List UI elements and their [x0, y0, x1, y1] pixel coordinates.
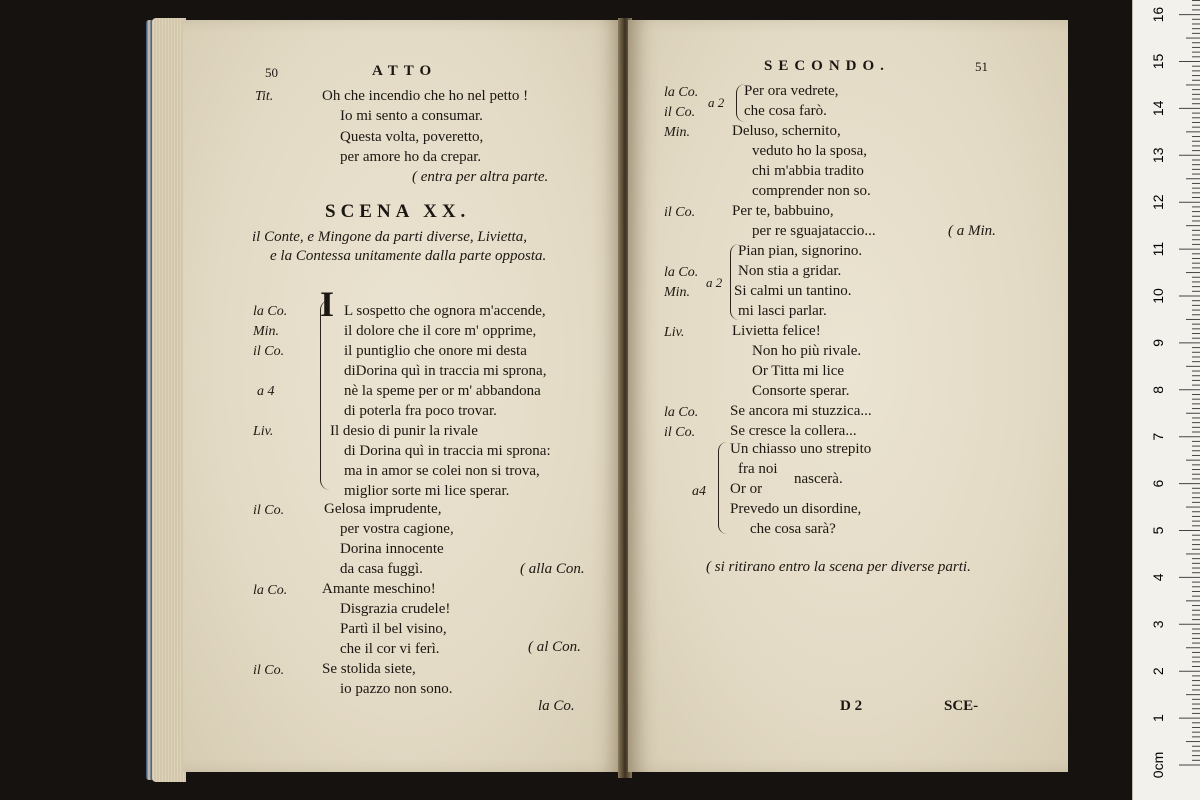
speaker-label: Min.	[253, 324, 280, 339]
verse-line: Per ora vedrete,	[744, 83, 839, 99]
verse-line: Se cresce la collera...	[730, 423, 857, 439]
measuring-ruler	[1132, 0, 1200, 800]
verse-line: Non stia a gridar.	[738, 263, 842, 279]
right-page-number: 51	[975, 59, 988, 74]
verse-line: chi m'abbia tradito	[752, 163, 864, 179]
scene-description: e la Contessa unitamente dalla parte opposta.	[270, 248, 547, 264]
verse-line: Deluso, schernito,	[732, 123, 841, 139]
signature-mark: D 2	[840, 698, 863, 714]
verse-line: miglior sorte mi lice sperar.	[344, 483, 510, 499]
verse-line: Or or	[730, 481, 763, 497]
verse-line: Questa volta, poveretto,	[340, 129, 484, 145]
verse-line: che cosa farò.	[744, 103, 827, 119]
right-running-head: SECONDO.	[764, 58, 890, 74]
ruler-tick-label: 2	[1150, 667, 1166, 676]
ruler-tick-label: 12	[1150, 194, 1166, 210]
ruler-scale	[1133, 0, 1200, 800]
catchword: la Co.	[538, 698, 575, 714]
verse-line: ma in amor se colei non si trova,	[344, 463, 540, 479]
left-running-head: ATTO	[372, 63, 438, 79]
verse-line: comprender non so.	[752, 183, 871, 199]
speaker-label: la Co.	[253, 304, 288, 319]
verse-line: Prevedo un disordine,	[730, 501, 862, 517]
speaker-label: il Co.	[253, 344, 285, 359]
ruler-tick-label: 3	[1150, 620, 1166, 629]
verse-line: L sospetto che ognora m'accende,	[344, 303, 546, 319]
ruler-tick-label: 4	[1150, 573, 1166, 582]
verse-line: Un chiasso uno strepito	[730, 441, 872, 457]
catchword: SCE-	[944, 698, 979, 714]
verse-line: che cosa sarà?	[750, 521, 836, 537]
ruler-tick-label: 0cm	[1150, 751, 1166, 779]
brace	[320, 300, 331, 490]
verse-line: Livietta felice!	[732, 323, 821, 339]
verse-line: diDorina quì in traccia mi sprona,	[344, 363, 547, 379]
verse-line: Se ancora mi stuzzica...	[730, 403, 872, 419]
verse-line: di poterla fra poco trovar.	[344, 403, 497, 419]
scene-heading: SCENA XX.	[325, 201, 471, 222]
verse-line: Partì il bel visino,	[340, 621, 447, 637]
speaker-label: a4	[692, 484, 706, 499]
speaker-label: Min.	[664, 125, 691, 140]
scene-description: il Conte, e Mingone da parti diverse, Livietta,	[252, 229, 527, 245]
ruler-tick-label: 15	[1150, 53, 1166, 70]
ruler-tick-label: 5	[1150, 526, 1166, 535]
speaker-label: a 2	[706, 275, 723, 290]
verse-line: mi lasci parlar.	[738, 303, 827, 319]
speaker-label: Liv.	[253, 424, 274, 439]
stage-direction: ( alla Con.	[520, 561, 585, 577]
ruler-tick-label: 10	[1150, 288, 1166, 304]
verse-line: Io mi sento a consumar.	[340, 108, 483, 124]
speaker-label: la Co.	[664, 265, 699, 280]
speaker-label: la Co.	[253, 583, 288, 598]
speaker-label: il Co.	[664, 425, 696, 440]
verse-line: Oh che incendio che ho nel petto !	[322, 88, 529, 104]
verse-line: il puntiglio che onore mi desta	[344, 343, 527, 359]
ruler-tick-label: 14	[1150, 100, 1166, 117]
speaker-label: la Co.	[664, 405, 699, 420]
verse-line: di Dorina quì in traccia mi sprona:	[344, 443, 551, 459]
verse-line: veduto ho la sposa,	[752, 143, 867, 159]
ruler-tick-label: 1	[1150, 714, 1166, 722]
speaker-label: a 4	[257, 384, 275, 399]
ruler-tick-label: 16	[1150, 6, 1166, 23]
ruler-tick-label: 8	[1150, 385, 1166, 394]
left-page-number: 50	[265, 65, 278, 80]
verse-line: io pazzo non sono.	[340, 681, 453, 697]
verse-line: per re sguajataccio...	[752, 223, 876, 239]
stage-direction: ( al Con.	[528, 639, 581, 655]
verse-line: Gelosa imprudente,	[324, 501, 442, 517]
speaker-label: a 2	[708, 95, 725, 110]
stage-direction: ( entra per altra parte.	[412, 169, 549, 185]
speaker-label: Liv.	[664, 325, 685, 340]
ruler-tick-label: 13	[1150, 147, 1166, 164]
verse-line: Si calmi un tantino.	[734, 283, 852, 299]
speaker-label: Min.	[664, 285, 691, 300]
verse-line: che il cor vi ferì.	[340, 641, 440, 657]
ruler-tick-label: 9	[1150, 339, 1166, 347]
speaker-label: il Co.	[253, 503, 285, 518]
verse-line: Il desio di punir la rivale	[330, 423, 478, 439]
verse-line: Consorte sperar.	[752, 383, 850, 399]
brace	[718, 442, 727, 534]
stage-direction: ( a Min.	[948, 223, 996, 239]
verse-line: Pian pian, signorino.	[738, 243, 863, 259]
verse-line: nascerà.	[794, 471, 843, 487]
verse-line: Amante meschino!	[322, 581, 436, 597]
verse-line: nè la speme per or m' abbandona	[344, 383, 541, 399]
verse-line: Per te, babbuino,	[732, 203, 834, 219]
speaker-label: il Co.	[253, 663, 285, 678]
verse-line: il dolore che il core m' opprime,	[344, 323, 537, 339]
speaker-label: il Co.	[664, 105, 696, 120]
verse-line: per vostra cagione,	[340, 521, 454, 537]
verse-line: fra noi	[738, 461, 778, 477]
verse-line: per amore ho da crepar.	[340, 149, 482, 165]
verse-line: Dorina innocente	[340, 541, 444, 557]
stage-direction: ( si ritirano entro la scena per diverse parti.	[706, 559, 971, 575]
verse-line: da casa fuggì.	[340, 561, 423, 577]
ruler-tick-label: 11	[1150, 241, 1166, 257]
speaker-label: Tit.	[255, 89, 274, 104]
verse-line: Disgrazia crudele!	[340, 601, 451, 617]
verse-line: Se stolida siete,	[322, 661, 416, 677]
verse-line: Non ho più rivale.	[752, 343, 862, 359]
speaker-label: il Co.	[664, 205, 696, 220]
speaker-label: la Co.	[664, 85, 699, 100]
verse-line: Or Titta mi lice	[752, 363, 845, 379]
page-stack	[152, 18, 186, 782]
drop-cap: I	[320, 284, 335, 324]
ruler-tick-label: 6	[1150, 479, 1166, 488]
ruler-tick-label: 7	[1150, 432, 1166, 441]
